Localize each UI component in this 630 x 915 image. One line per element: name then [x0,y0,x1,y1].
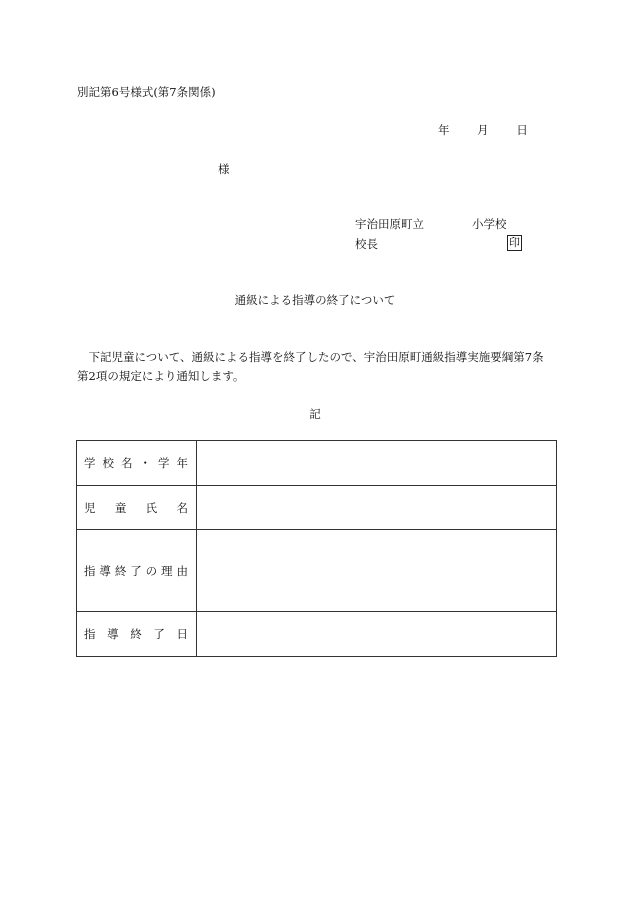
table-row [77,530,557,612]
seal-mark: 印 [509,236,520,249]
label-char: 名 [176,500,188,515]
termination-date-label [77,612,197,657]
label-char: の [145,563,158,578]
label-char: 学 [84,456,96,470]
date-month-label: 月 [477,123,489,137]
sender-school [355,216,507,232]
school-prefix: 宇治田原町立 [355,217,424,231]
label-char: 指 [84,627,96,641]
label-char: 終 [130,627,142,641]
document-title: 通級による指導の終了について [234,293,396,307]
label-char: 児 [84,500,96,515]
ki-heading: 記 [309,407,321,421]
school-suffix: 小学校 [472,217,507,231]
form-identifier: 別記第6号様式(第7条関係) [77,85,216,99]
label-char: 日 [176,627,188,641]
label-char: ・ [139,456,151,470]
body-line-1: 下記児童について、通級による指導を終了したので、宇治田原町通級指導実施要綱第7条 [88,350,544,364]
table-row [77,441,557,486]
label-char: 学 [158,456,170,470]
label-char: 名 [121,456,133,470]
date-line [438,122,528,138]
details-table [76,440,557,657]
label-char: 理 [161,563,173,578]
label-char: 了 [130,563,142,578]
label-char: 年 [176,456,188,470]
label-char: 導 [107,627,119,641]
termination-reason-label [77,530,197,612]
table-row [77,612,557,657]
student-name-value[interactable] [197,486,557,530]
termination-reason-value[interactable] [197,530,557,612]
body-text [77,348,557,386]
label-char: 終 [114,563,127,578]
student-name-label [77,486,197,530]
label-char: 導 [99,563,111,578]
table-row [77,486,557,530]
label-char: 指 [84,563,96,578]
label-char: 童 [114,500,127,515]
principal-label: 校長 [355,237,378,251]
sender-principal [355,236,521,252]
date-day-label: 日 [516,123,528,137]
label-char: 校 [102,456,114,470]
label-char: 了 [153,627,165,641]
termination-date-value[interactable] [197,612,557,657]
label-char: 氏 [145,500,158,515]
addressee-honorific: 様 [218,162,230,176]
date-year-label: 年 [438,123,450,137]
school-grade-label [77,441,197,486]
body-line-2: 第2項の規定により通知します。 [77,369,245,383]
label-char: 由 [176,563,188,578]
school-grade-value[interactable] [197,441,557,486]
